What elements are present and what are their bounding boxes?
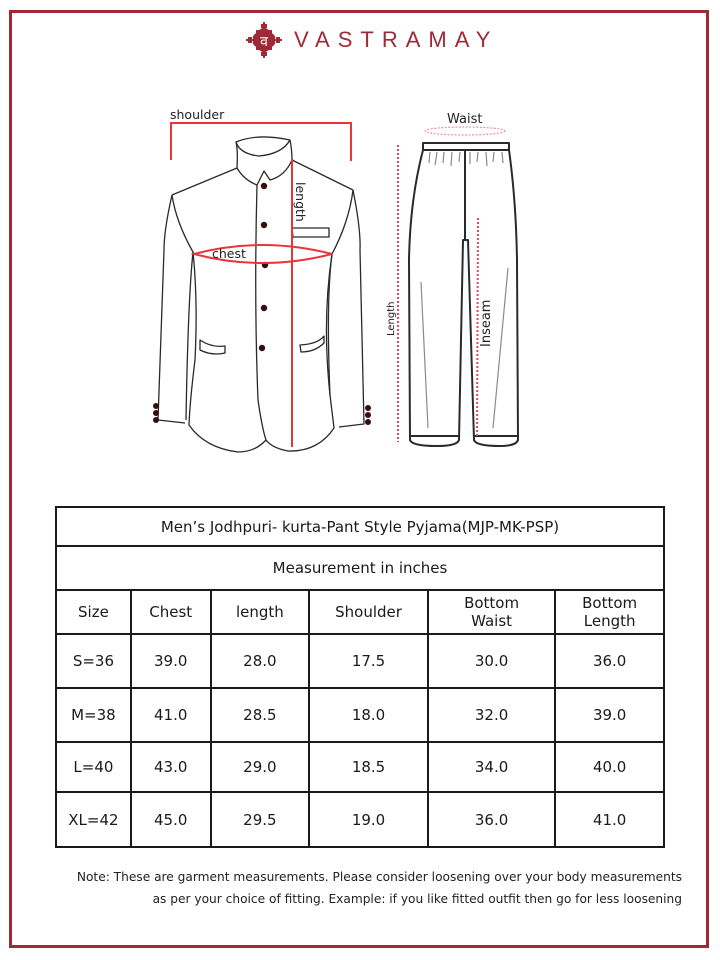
table-row	[56, 742, 664, 792]
header-shoulder: Shoulder	[309, 590, 428, 634]
note-line-2: as per your choice of fitting. Example: if you like fitted outfit then go for less loosening	[152, 892, 682, 906]
cell-chest: 41.0	[131, 688, 211, 742]
cell-size: L=40	[56, 742, 131, 792]
cell-size: M=38	[56, 688, 131, 742]
size-chart-table	[55, 506, 665, 848]
table-title: Men’s Jodhpuri- kurta-Pant Style Pyjama(MJP-MK-PSP)	[56, 507, 664, 546]
header-bottom-length: Bottom Length	[555, 590, 664, 634]
note-line-1: Note: These are garment measurements. Please consider loosening over your body measurements	[76, 870, 682, 884]
cell-length: 28.5	[211, 688, 310, 742]
cell-chest: 39.0	[131, 634, 211, 688]
cell-size: XL=42	[56, 792, 131, 847]
header-length: length	[211, 590, 310, 634]
svg-text:व: व	[260, 34, 268, 50]
shoulder-label: shoulder	[170, 107, 225, 122]
cell-bottom-waist: 34.0	[428, 742, 555, 792]
cell-shoulder: 18.5	[309, 742, 428, 792]
cell-bottom-length: 36.0	[555, 634, 664, 688]
table-row	[56, 688, 664, 742]
table-subtitle: Measurement in inches	[56, 546, 664, 590]
pyjama-diagram	[386, 112, 518, 446]
table-subtitle-row	[56, 546, 664, 590]
cell-bottom-length: 39.0	[555, 688, 664, 742]
cell-size: S=36	[56, 634, 131, 688]
inseam-label: Inseam	[479, 299, 494, 347]
cell-bottom-waist: 32.0	[428, 688, 555, 742]
cell-shoulder: 17.5	[309, 634, 428, 688]
table-row	[56, 792, 664, 847]
cell-bottom-waist: 30.0	[428, 634, 555, 688]
cell-bottom-length: 41.0	[555, 792, 664, 847]
cell-shoulder: 18.0	[309, 688, 428, 742]
fitting-note	[30, 866, 682, 910]
cell-bottom-waist: 36.0	[428, 792, 555, 847]
waist-label: Waist	[447, 112, 483, 127]
table-title-row	[56, 507, 664, 546]
cell-shoulder: 19.0	[309, 792, 428, 847]
header-chest: Chest	[131, 590, 211, 634]
cell-bottom-length: 40.0	[555, 742, 664, 792]
header-bottom-waist: Bottom Waist	[428, 590, 555, 634]
cell-chest: 43.0	[131, 742, 211, 792]
pyjama-length-label: Length	[386, 301, 397, 336]
cell-length: 29.0	[211, 742, 310, 792]
chest-label: chest	[212, 246, 246, 261]
length-label: length	[293, 182, 308, 222]
table-row	[56, 634, 664, 688]
brand-name: VASTRAMAY	[294, 27, 499, 52]
header-size: Size	[56, 590, 131, 634]
cell-length: 28.0	[211, 634, 310, 688]
cell-chest: 45.0	[131, 792, 211, 847]
table-header-row	[56, 590, 664, 634]
cell-length: 29.5	[211, 792, 310, 847]
